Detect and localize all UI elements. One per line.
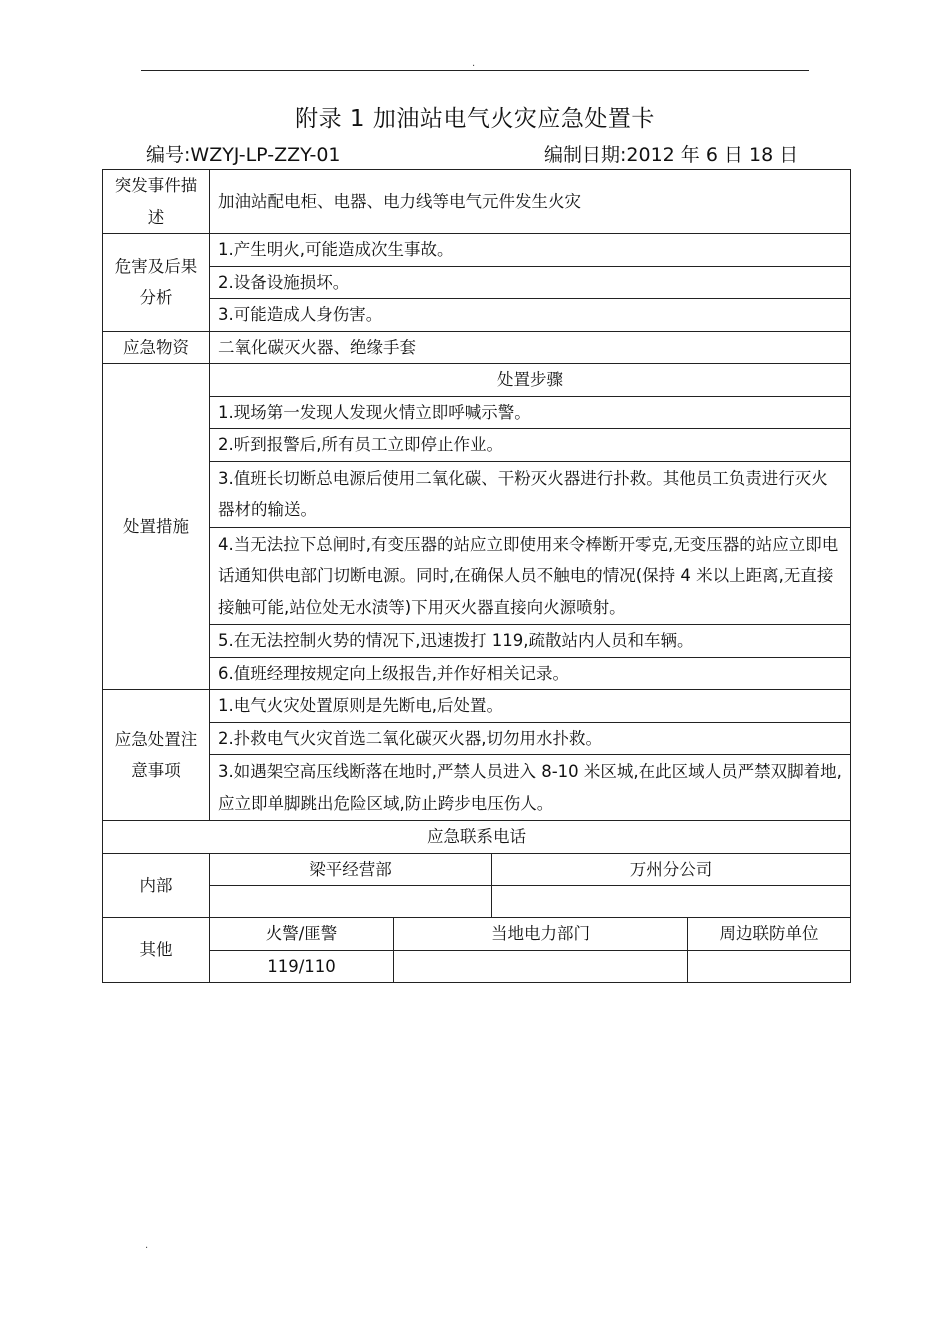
event-text: 加油站配电柜、电器、电力线等电气元件发生火灾 (210, 170, 851, 234)
notes-label: 应急处置注意事项 (103, 690, 210, 821)
other-col: 火警/匪警 (210, 918, 394, 951)
row-contacts-header (103, 821, 851, 854)
row-hazard-1 (103, 234, 851, 267)
other-col: 当地电力部门 (394, 918, 688, 951)
internal-col: 梁平经营部 (210, 853, 492, 886)
row-step-3 (103, 461, 851, 527)
row-steps-header (103, 364, 851, 397)
materials-label: 应急物资 (103, 331, 210, 364)
internal-col: 万州分公司 (492, 853, 851, 886)
internal-label: 内部 (103, 853, 210, 918)
hazard-item: 1.产生明火,可能造成次生事故。 (210, 234, 851, 267)
hazard-item: 3.可能造成人身伤害。 (210, 299, 851, 332)
row-event (103, 170, 851, 234)
step-item: 4.当无法拉下总闸时,有变压器的站应立即使用来令棒断开零克,无变压器的站应立即电话通知供电部门切断电源。同时,在确保人员不触电的情况(保持 4 米以上距离,无直接接触可能,站位处无水渍等)下用灭火器直接向火源喷射。 (210, 527, 851, 625)
row-note-2 (103, 722, 851, 755)
hazard-label: 危害及后果分析 (103, 234, 210, 332)
emergency-card-table (102, 169, 851, 983)
document-date: 编制日期:2012 年 6 日 18 日 (544, 144, 799, 166)
other-value (394, 950, 688, 983)
step-item: 1.现场第一发现人发现火情立即呼喊示警。 (210, 396, 851, 429)
other-col: 周边联防单位 (688, 918, 851, 951)
other-value: 119/110 (210, 950, 394, 983)
row-materials (103, 331, 851, 364)
hazard-item: 2.设备设施损坏。 (210, 266, 851, 299)
document-code: 编号:WZYJ-LP-ZZY-01 (146, 144, 341, 166)
row-other-values (103, 950, 851, 983)
row-hazard-2 (103, 266, 851, 299)
row-step-6 (103, 657, 851, 690)
row-hazard-3 (103, 299, 851, 332)
measures-label: 处置措施 (103, 364, 210, 690)
materials-text: 二氧化碳灭火器、绝缘手套 (210, 331, 851, 364)
page-dot-top: . (472, 58, 476, 69)
document-title: 附录 1 加油站电气火灾应急处置卡 (295, 106, 655, 132)
internal-value (210, 886, 492, 918)
row-internal-values (103, 886, 851, 918)
internal-value (492, 886, 851, 918)
row-internal-header (103, 853, 851, 886)
note-item: 1.电气火灾处置原则是先断电,后处置。 (210, 690, 851, 723)
step-item: 6.值班经理按规定向上级报告,并作好相关记录。 (210, 657, 851, 690)
contacts-header: 应急联系电话 (103, 821, 851, 854)
row-note-3 (103, 755, 851, 821)
row-step-5 (103, 625, 851, 658)
row-step-2 (103, 429, 851, 462)
other-value (688, 950, 851, 983)
row-other-header (103, 918, 851, 951)
row-note-1 (103, 690, 851, 723)
header-rule (141, 70, 809, 71)
note-item: 2.扑救电气火灾首选二氧化碳灭火器,切勿用水扑救。 (210, 722, 851, 755)
other-label: 其他 (103, 918, 210, 983)
event-label: 突发事件描述 (103, 170, 210, 234)
note-item: 3.如遇架空高压线断落在地时,严禁人员进入 8-10 米区城,在此区域人员严禁双脚着地,应立即单脚跳出危险区域,防止跨步电压伤人。 (210, 755, 851, 821)
step-item: 2.听到报警后,所有员工立即停止作业。 (210, 429, 851, 462)
step-item: 5.在无法控制火势的情况下,迅速拨打 119,疏散站内人员和车辆。 (210, 625, 851, 658)
row-step-4 (103, 527, 851, 625)
page-dot-bottom: . (145, 1240, 149, 1251)
step-item: 3.值班长切断总电源后使用二氧化碳、干粉灭火器进行扑救。其他员工负责进行灭火器材的输送。 (210, 461, 851, 527)
steps-header: 处置步骤 (210, 364, 851, 397)
row-step-1 (103, 396, 851, 429)
